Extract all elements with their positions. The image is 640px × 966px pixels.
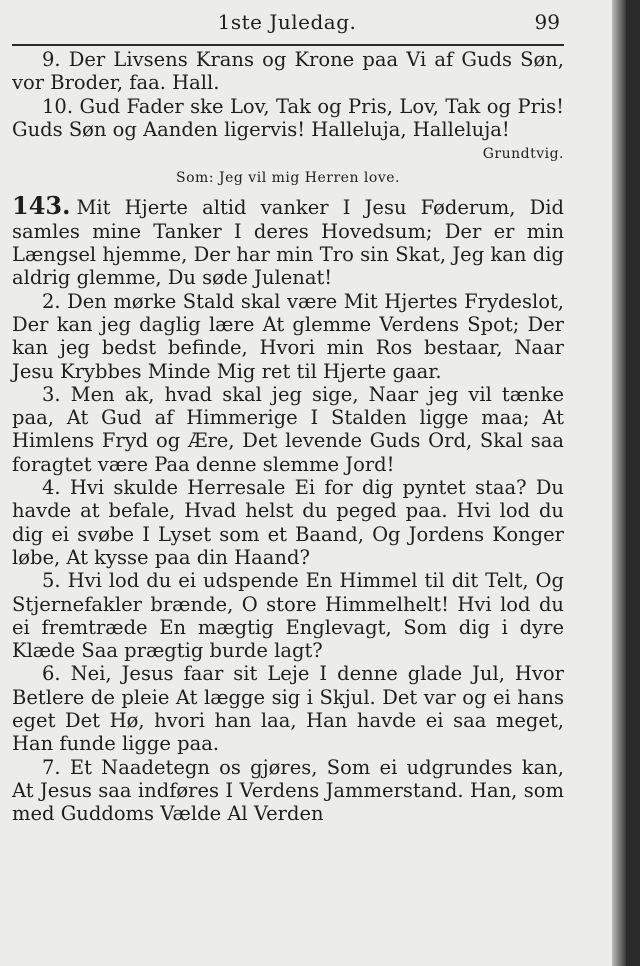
header-rule [12,44,564,46]
author-signature: Grundtvig. [482,146,564,163]
page-edge-shadow [612,0,626,966]
hymn-verse-7: 7. Et Naadetegn os gjøres, Som ei udgrundes kan, At Jesus saa indføres I Verdens Jammerstand. Han, som med Guddoms Vælde Al Verden [12,755,564,826]
hymn-verse-4: 4. Hvi skulde Herresale Ei for dig pyntet staa? Du havde at befale, Hvad helst du peged paa. Hvi lod du dig ei svøbe I Lyset som et Baand, Og Jordens Konger løbe, At kysse paa din Haand? [12,476,564,569]
page-header [12,6,562,40]
hymn-verse-3: 3. Men ak, hvad skal jeg sige, Naar jeg vil tænke paa, At Gud af Himmerige I Stalden ligge maa; At Himlens Fryd og Ære, Det levende Guds Ord, Skal saa foragtet være Paa denne slemme Jord! [12,382,564,476]
hymn-verse-6: 6. Nei, Jesus faar sit Leje I denne glade Jul, Hvor Betlere de pleie At lægge sig i Skjul. Det var og ei hans eget Det Hø, hvori han laa, Han havde ei saa meget, Han funde ligge paa. [12,662,564,756]
melody-line: Som: Jeg vil mig Herren love. [176,170,400,187]
verse-9: 9. Der Livsens Krans og Krone paa Vi af Guds Søn, vor Broder, faa. Hall. [12,48,564,95]
hymn-verse-5: 5. Hvi lod du ei udspende En Himmel til dit Telt, Og Stjernefakler brænde, O store Himmelhelt! Hvi lod du ei fremtræde En mægtig Englevagt, Som dig i dyre Klæde Saa prægtig burde lagt? [12,569,564,663]
hymn-first-verse [12,191,564,290]
page-number: 99 [534,10,560,34]
hymn-number: 143. [12,191,71,221]
running-title: 1ste Juledag. [217,10,357,34]
hymn-verse-2: 2. Den mørke Stald skal være Mit Hjertes Frydeslot, Der kan jeg daglig lære At glemme Verdens Spot; Der kan jeg bedst befinde, Hvori min Ros bestaar, Naar Jesu Krybbes Minde Mig ret til Hjerte gaar. [12,289,564,383]
verse-10 [12,94,564,163]
hymn-first-verse-text: Mit Hjerte altid vanker I Jesu Føderum, Did samles mine Tanker I deres Hovedsum; Der er min Længsel hjemme, Der har min Tro sin Skat, Jeg kan dig aldrig glemme, Du søde Julenat! [12,196,564,290]
verse-10-text: 10. Gud Fader ske Lov, Tak og Pris, Lov, Tak og Pris! Guds Søn og Aanden ligervis! Halleluja, Halleluja! [12,94,564,141]
page-body [12,48,564,826]
